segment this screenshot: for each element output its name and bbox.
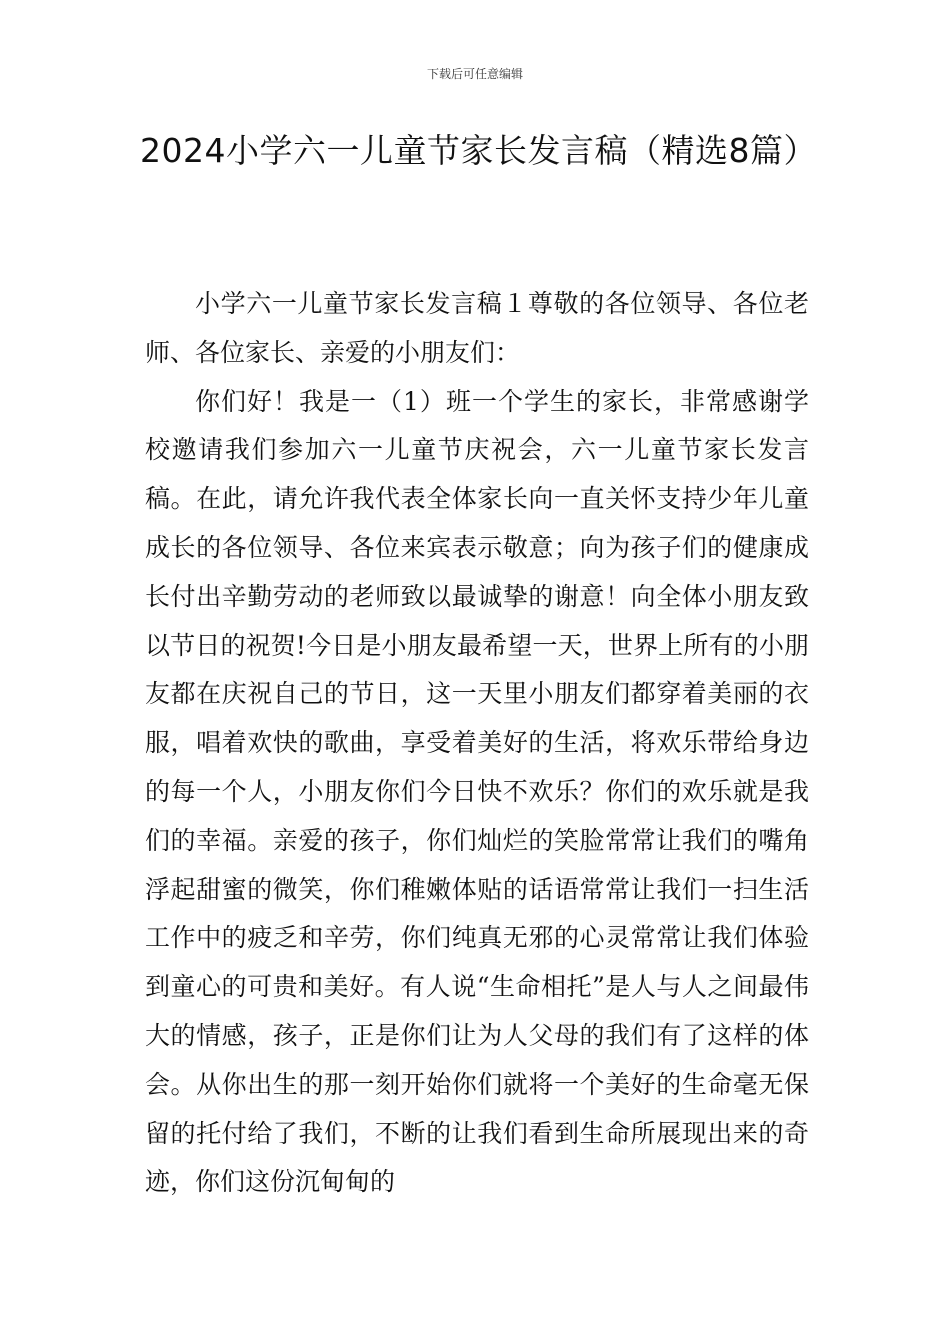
paragraph-1: 小学六一儿童节家长发言稿１尊敬的各位领导、各位老师、各位家长、亲爱的小朋友们： [145, 289, 809, 367]
header-note: 下载后可任意编辑 [426, 67, 523, 81]
document-title: 2024小学六一儿童节家长发言稿（精选8篇） [140, 131, 817, 170]
paragraph-2: 你们好！我是一（1）班一个学生的家长，非常感谢学校邀请我们参加六一儿童节庆祝会，六一儿童节家长发言稿。在此，请允许我代表全体家长向一直关怀支持少年儿童成长的各位领导、各位来宾表示敬意；向为孩子们的健康成长付出辛勤劳动的老师致以最诚挚的谢意！向全体小朋友致以节日的祝贺!今日是小朋友最希望一天，世界上所有的小朋友都在庆祝自己的节日，这一天里小朋友们都穿着美丽的衣服，唱着欢快的歌曲，享受着美好的生活，将欢乐带给身边的每一个人，小朋友你们今日快不欢乐？你们的欢乐就是我们的幸福。亲爱的孩子，你们灿烂的笑脸常常让我们的嘴角浮起甜蜜的微笑，你们稚嫩体贴的话语常常让我们一扫生活工作中的疲乏和辛劳，你们纯真无邪的心灵常常让我们体验到童心的可贵和美好。有人说“生命相托”是人与人之间最伟大的情感，孩子，正是你们让为人父母的我们有了这样的体会。从你出生的那一刻开始你们就将一个美好的生命毫无保留的托付给了我们，不断的让我们看到生命所展现出来的奇迹，你们这份沉甸甸的 [145, 386, 809, 1197]
document-body [145, 280, 809, 1207]
